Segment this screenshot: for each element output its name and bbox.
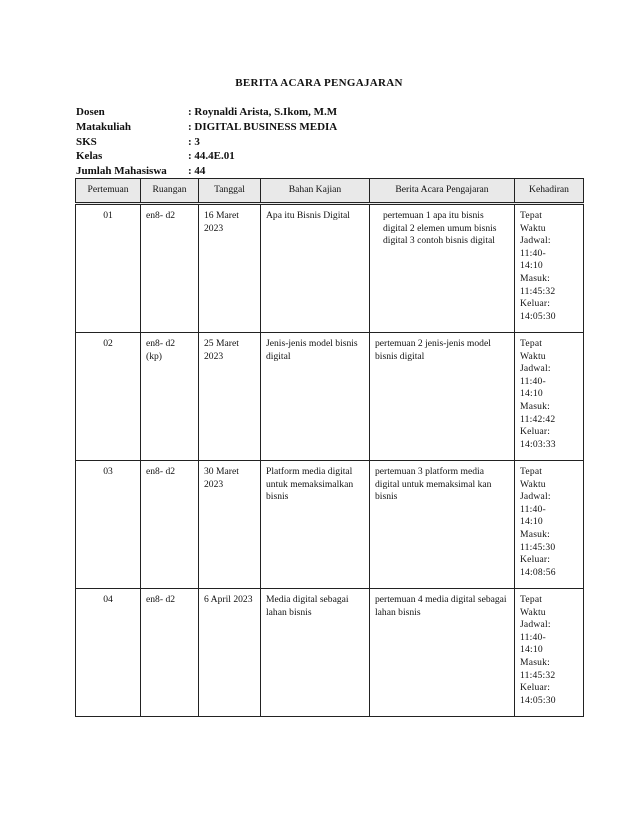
- cell-tanggal: 30 Maret 2023: [199, 461, 261, 589]
- attendance-line: 11:40-: [520, 503, 546, 515]
- cell-bahan-kajian: Apa itu Bisnis Digital: [261, 204, 370, 333]
- attendance-line: 11:40-: [520, 375, 546, 387]
- cell-ruangan: en8- d2 (kp): [141, 333, 199, 461]
- attendance-line: 14:10: [520, 388, 543, 400]
- attendance-line: Tepat: [520, 210, 543, 221]
- attendance-line: Masuk:: [520, 528, 550, 540]
- info-value: : 3: [188, 135, 200, 148]
- info-row-kelas: [76, 149, 337, 164]
- cell-ruangan: en8- d2: [141, 204, 199, 333]
- course-info: [76, 105, 337, 179]
- attendance-line: Keluar:: [520, 554, 551, 566]
- attendance-line: Waktu: [520, 222, 546, 234]
- column-header: Berita Acara Pengajaran: [370, 179, 515, 204]
- cell-kehadiran: [515, 204, 584, 333]
- attendance-line: 14:05:30: [520, 694, 556, 706]
- info-value: : Roynaldi Arista, S.Ikom, M.M: [188, 106, 338, 118]
- cell-bahan-kajian: Media digital sebagai lahan bisnis: [261, 589, 370, 717]
- info-label: Kelas: [76, 150, 103, 163]
- cell-kehadiran: [515, 589, 584, 717]
- attendance-line: 14:10: [520, 260, 543, 272]
- attendance-line: 11:40-: [520, 247, 546, 259]
- cell-berita-acara: pertemuan 2 jenis-jenis model bisnis digital: [370, 333, 515, 461]
- cell-bahan-kajian: Platform media digital untuk memaksimalkan bisnis: [261, 461, 370, 589]
- attendance-line: Tepat: [520, 338, 543, 349]
- attendance-line: 11:40-: [520, 631, 546, 643]
- attendance-line: Tepat: [520, 594, 543, 605]
- attendance-line: 11:45:30: [520, 541, 556, 553]
- attendance-line: 11:42:42: [520, 413, 556, 425]
- info-row-sks: [76, 135, 337, 150]
- info-row-dosen: [76, 105, 337, 120]
- column-header: Tanggal: [199, 179, 261, 204]
- info-row-jumlah-mahasiswa: [76, 164, 337, 179]
- column-header: Kehadiran: [515, 179, 584, 204]
- cell-berita-acara: pertemuan 3 platform media digital untuk memaksimal kan bisnis: [370, 461, 515, 589]
- info-label: Jumlah Mahasiswa: [76, 165, 167, 178]
- page-title: BERITA ACARA PENGAJARAN: [235, 77, 403, 89]
- info-value: : 44.4E.01: [188, 150, 235, 163]
- cell-kehadiran: [515, 461, 584, 589]
- attendance-line: Keluar:: [520, 298, 551, 310]
- attendance-line: 14:03:33: [520, 438, 556, 450]
- attendance-line: Jadwal:: [520, 619, 551, 631]
- info-value: : 44: [188, 165, 206, 178]
- cell-pertemuan: 02: [76, 333, 141, 461]
- attendance-line: 14:05:30: [520, 310, 556, 322]
- cell-berita-acara: pertemuan 1 apa itu bisnis digital 2 elemen umum bisnis digital 3 contoh bisnis digital: [370, 204, 515, 333]
- attendance-line: Masuk:: [520, 400, 550, 412]
- table-header-row: [76, 179, 584, 204]
- attendance-line: Jadwal:: [520, 235, 551, 247]
- attendance-line: Keluar:: [520, 426, 551, 438]
- cell-pertemuan: 01: [76, 204, 141, 333]
- column-header: Bahan Kajian: [261, 179, 370, 204]
- attendance-line: 11:45:32: [520, 669, 556, 681]
- table-row: [76, 333, 584, 461]
- cell-ruangan: en8- d2: [141, 589, 199, 717]
- info-row-matakuliah: [76, 120, 337, 135]
- attendance-line: Waktu: [520, 606, 546, 618]
- table-row: [76, 589, 584, 717]
- teaching-report-table: [75, 178, 584, 717]
- cell-bahan-kajian: Jenis-jenis model bisnis digital: [261, 333, 370, 461]
- table-row: [76, 461, 584, 589]
- cell-tanggal: 16 Maret 2023: [199, 204, 261, 333]
- attendance-line: Masuk:: [520, 272, 550, 284]
- info-label: Dosen: [76, 106, 105, 118]
- info-label: Matakuliah: [76, 120, 132, 133]
- column-header: Ruangan: [141, 179, 199, 204]
- info-value: : DIGITAL BUSINESS MEDIA: [188, 120, 338, 133]
- attendance-line: Keluar:: [520, 682, 551, 694]
- cell-ruangan: en8- d2: [141, 461, 199, 589]
- cell-tanggal: 25 Maret 2023: [199, 333, 261, 461]
- attendance-line: Jadwal:: [520, 363, 551, 375]
- attendance-line: Tepat: [520, 466, 543, 477]
- attendance-line: Masuk:: [520, 656, 550, 668]
- attendance-line: 14:10: [520, 644, 543, 656]
- table-row: [76, 204, 584, 333]
- cell-tanggal: 6 April 2023: [199, 589, 261, 717]
- column-header: Pertemuan: [76, 179, 141, 204]
- cell-pertemuan: 04: [76, 589, 141, 717]
- attendance-line: 14:08:56: [520, 566, 556, 578]
- attendance-line: Jadwal:: [520, 491, 551, 503]
- cell-pertemuan: 03: [76, 461, 141, 589]
- cell-berita-acara: pertemuan 4 media digital sebagai lahan bisnis: [370, 589, 515, 717]
- info-label: SKS: [76, 135, 97, 148]
- attendance-line: 14:10: [520, 516, 543, 528]
- attendance-line: Waktu: [520, 350, 546, 362]
- attendance-line: Waktu: [520, 478, 546, 490]
- cell-kehadiran: [515, 333, 584, 461]
- attendance-line: 11:45:32: [520, 285, 556, 297]
